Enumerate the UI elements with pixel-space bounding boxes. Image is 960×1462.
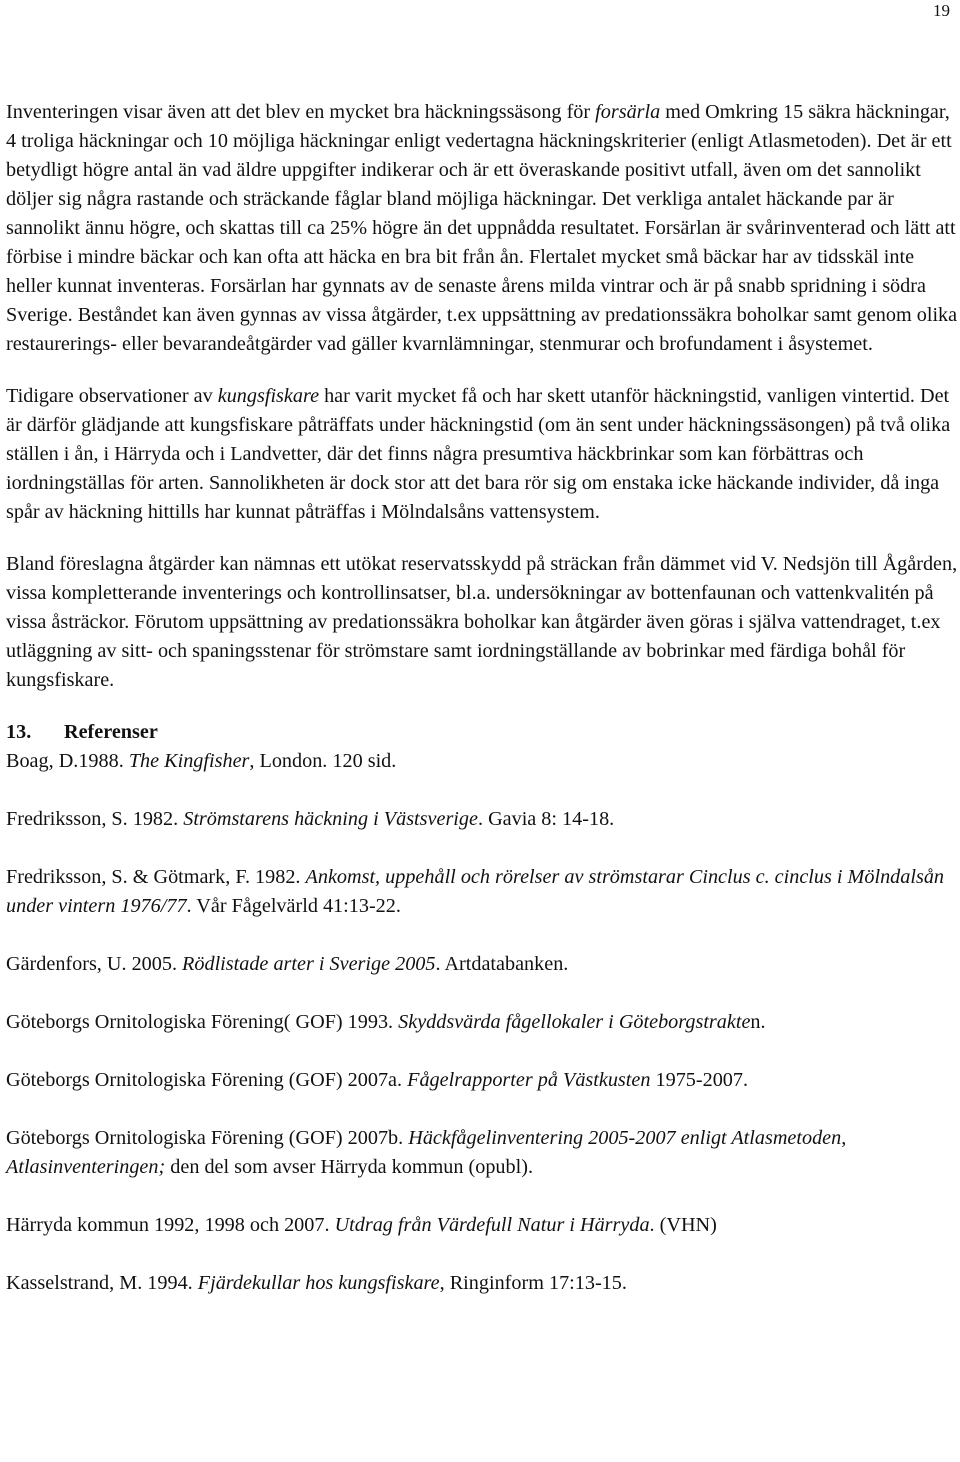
- ref-author: Boag, D.1988.: [6, 750, 129, 772]
- ref-title: Utdrag från Värdefull Natur i Härryda: [334, 1214, 650, 1236]
- ref-author: Fredriksson, S. & Götmark, F. 1982.: [6, 866, 306, 888]
- text-run: Tidigare observationer av: [6, 385, 218, 407]
- text-run: med Omkring 15 säkra häckningar, 4 troliga häckningar och 10 möjliga häckningar enligt vedertagna häckningskriterier (enligt Atlasmetoden). Det är ett betydligt högre antal än vad äldre uppgifter indikerar och är ett överaskande positivt utfall, även om det sannolikt döljer sig några rastande och sträckande fåglar bland möjliga häckningar. Det verkliga antalet häckande par är sannolikt ännu högre, och skattas till ca 25% högre än det uppnådda resultatet. Forsärlan är svårinventerad och lätt att förbise i mindre bäckar och kan ofta att häcka en bra bit från ån. Flertalet mycket små bäckar har av tidsskäl inte heller kunnat inventeras. Forsärlan har gynnats av de senaste årens milda vintrar och är på snabb spridning i södra Sverige. Beståndet kan även gynnas av vissa åtgärder, t.ex uppsättning av predationssäkra boholkar samt genom olika restaurerings- eller bevarandeåtgärder vad gäller kvarnlämningar, stenmurar och brofundament i åsystemet.: [6, 101, 958, 355]
- ref-author: Göteborgs Ornitologiska Förening( GOF) 1993.: [6, 1011, 399, 1033]
- reference-item: [6, 805, 958, 834]
- ref-source: . Artdatabanken.: [435, 953, 569, 975]
- ref-author: Göteborgs Ornitologiska Förening (GOF) 2007b.: [6, 1127, 409, 1149]
- ref-source: . Gavia 8: 14-18.: [477, 808, 615, 830]
- ref-author: Göteborgs Ornitologiska Förening (GOF) 2007a.: [6, 1069, 408, 1091]
- paragraph-kungsfiskare: [6, 382, 958, 527]
- reference-item: [6, 863, 958, 921]
- ref-author: Fredriksson, S. 1982.: [6, 808, 184, 830]
- ref-author: Kasselstrand, M. 1994.: [6, 1272, 198, 1294]
- species-name: forsärla: [595, 101, 661, 123]
- text-run: har varit mycket få och har skett utanför häckningstid, vanligen vintertid. Det är därför glädjande att kungsfiskare påträffats under häckningstid (om än sent under häckningssäsongen) på två olika ställen i ån, i Härryda och i Landvetter, där det finns några presumtiva häckbrinkar som kan förbättras och iordningställas för arten. Sannolikheten är dock stor att det bara rör sig om enstaka icke häckande individer, då inga spår av häckning hittills har kunnat påträffas i Mölndalsåns vattensystem.: [6, 385, 951, 523]
- document-body: [6, 98, 958, 1327]
- page-number: 19: [933, 1, 950, 20]
- ref-title: Rödlistade arter i Sverige 2005: [182, 953, 436, 975]
- paragraph-atgarder: [6, 550, 958, 695]
- reference-item: [6, 1211, 958, 1240]
- ref-title: Fågelrapporter på Västkusten: [407, 1069, 651, 1091]
- ref-title: Fjärdekullar hos kungsfiskare: [197, 1272, 440, 1294]
- ref-source: , London. 120 sid.: [249, 750, 397, 772]
- ref-source: . (VHN): [649, 1214, 717, 1236]
- reference-item: [6, 1066, 958, 1095]
- text-run: Inventeringen visar även att det blev en mycket bra häckningssäsong för: [6, 101, 596, 123]
- ref-title: Ankomst, uppehåll och rörelser av strömstarar Cinclus c. cinclus i Mölndalsån under vintern 1976/77: [6, 866, 945, 917]
- ref-author: Gärdenfors, U. 2005.: [6, 953, 183, 975]
- section-title: Referenser: [64, 721, 158, 743]
- reference-item: [6, 950, 958, 979]
- ref-source: n.: [750, 1011, 766, 1033]
- ref-source: , Ringinform 17:13-15.: [439, 1272, 627, 1294]
- section-heading: [6, 718, 958, 747]
- ref-source: 1975-2007.: [650, 1069, 749, 1091]
- ref-title: Skyddsvärda fågellokaler i Göteborgstrakte: [398, 1011, 751, 1033]
- section-number: 13.: [6, 721, 32, 743]
- reference-item: [6, 1269, 958, 1298]
- ref-source: den del som avser Härryda kommun (opubl).: [165, 1156, 533, 1178]
- ref-source: . Vår Fågelvärld 41:13-22.: [186, 895, 401, 917]
- ref-title: Strömstarens häckning i Västsverige: [183, 808, 478, 830]
- ref-author: Härryda kommun 1992, 1998 och 2007.: [6, 1214, 335, 1236]
- text-run: Bland föreslagna åtgärder kan nämnas ett utökat reservatsskydd på sträckan från dämmet vid V. Nedsjön till Ågården, vissa kompletterande inventerings och kontrollinsatser, bl.a. undersökningar av bottenfaunan och vattenkvalitén på vissa åsträckor. Förutom uppsättning av predationssäkra boholkar kan åtgärder även göras i själva vattendraget, t.ex utläggning av sitt- och spaningsstenar för strömstare samt iordningställande av bobrinkar med färdiga bohål för kungsfiskare.: [6, 553, 958, 691]
- ref-title: The Kingfisher: [128, 750, 250, 772]
- reference-item: [6, 1008, 958, 1037]
- species-name: kungsfiskare: [217, 385, 320, 407]
- paragraph-forsarla: [6, 98, 958, 359]
- reference-item: [6, 1124, 958, 1182]
- reference-item: [6, 747, 958, 776]
- ref-title: Häckfågelinventering 2005-2007 enligt Atlasmetoden, Atlasinventeringen;: [6, 1127, 847, 1178]
